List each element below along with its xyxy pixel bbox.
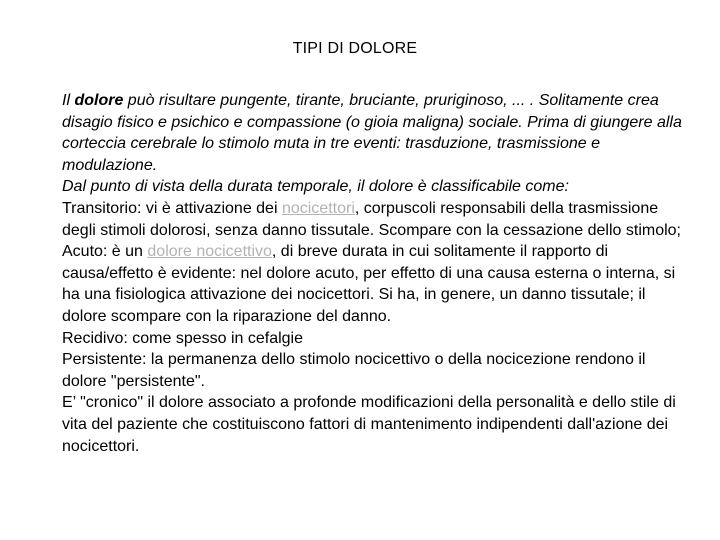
slide-title: TIPI DI DOLORE bbox=[292, 40, 418, 57]
intro-bold-word: dolore bbox=[74, 92, 124, 109]
slide-body bbox=[62, 90, 694, 457]
transitorio-post: , corpuscoli responsabili della trasmissione degli stimoli dolorosi, senza danno tissutale. Scompare con la cessazione dello stimolo; bbox=[62, 199, 681, 239]
intro-paragraph bbox=[62, 90, 694, 176]
acuto-paragraph bbox=[62, 241, 694, 327]
cronico-paragraph: E’ "cronico" il dolore associato a profonde modificazioni della personalità e dello stile di vita del paziente che costituiscono fattori di mantenimento indipendenti dall'azione dei nocicettori. bbox=[62, 394, 676, 455]
recidivo-paragraph: Recidivo: come spesso in cefalgie bbox=[62, 329, 304, 347]
classification-paragraph: Dal punto di vista della durata temporale, il dolore è classificabile come: bbox=[62, 178, 569, 196]
persistente-paragraph: Persistente: la permanenza dello stimolo nocicettivo o della nocicezione rendono il dolore "persistente". bbox=[62, 351, 646, 390]
acuto-post: , di breve durata in cui solitamente il rapporto di causa/effetto è evidente: nel dolore acuto, per effetto di una causa esterna o interna, si ha una fisiologica attivazione dei nocicettori. Si ha, in genere, un danno tissutale; il dolore scompare con la riparazione del danno. bbox=[62, 243, 676, 325]
intro-post: può risultare pungente, tirante, bruciante, pruriginoso, ... . Solitamente crea disagio fisico e psichico e compassione (o gioia maligna) sociale. Prima di giungere alla corteccia cerebrale lo stimolo muta in tre eventi: trasduzione, trasmissione e modulazione. bbox=[62, 92, 682, 174]
intro-pre: Il bbox=[62, 92, 75, 109]
acuto-pre: Acuto: è un bbox=[62, 243, 148, 261]
transitorio-pre: Transitorio: vi è attivazione dei bbox=[62, 199, 282, 217]
transitorio-paragraph bbox=[62, 198, 694, 241]
nocicettori-link[interactable]: nocicettori bbox=[281, 199, 355, 217]
dolore-nocicettivo-link[interactable]: dolore nocicettivo bbox=[147, 243, 272, 261]
